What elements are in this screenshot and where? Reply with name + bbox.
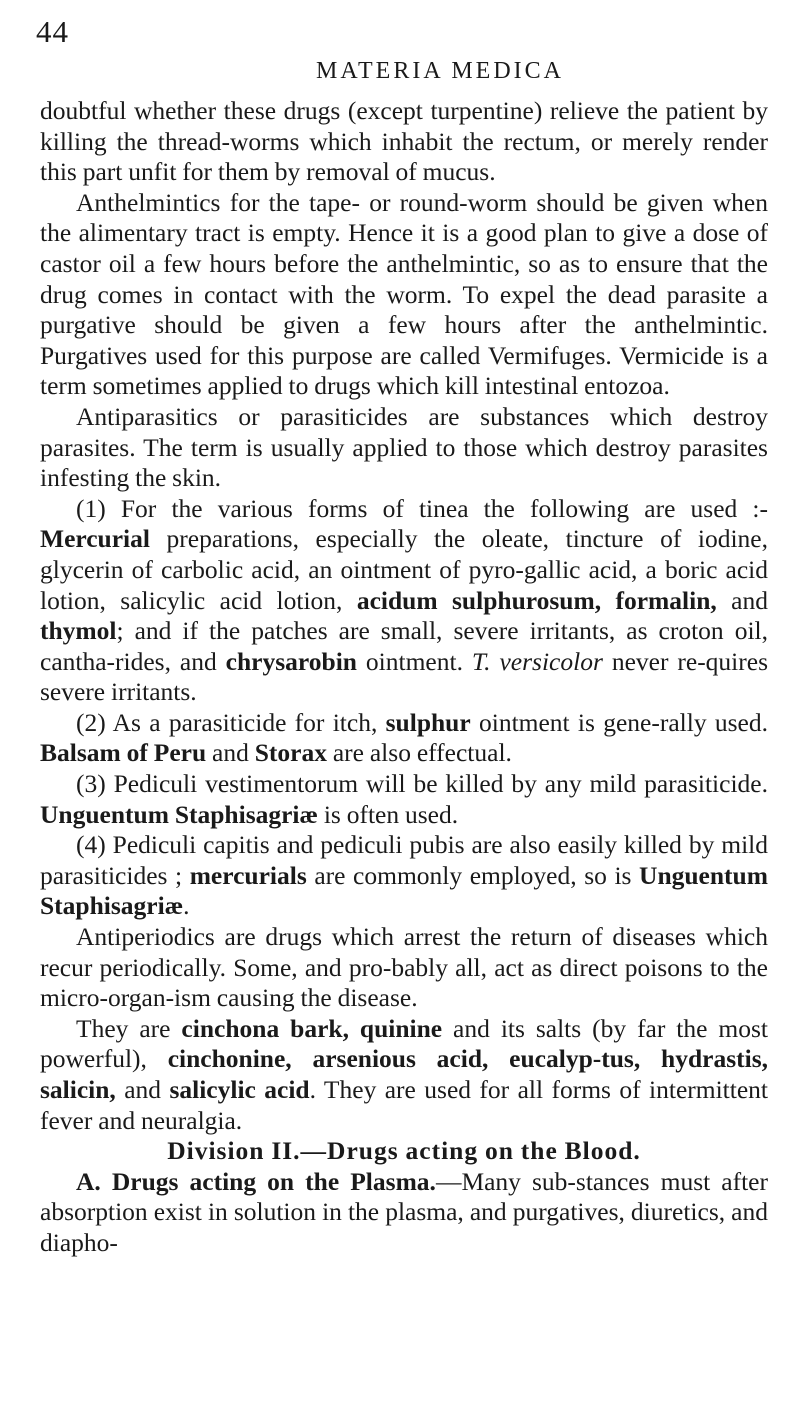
text-run: —Many sub-stances must after absorption exist in solution in the plasma, and purgatives, diuretics, and diapho- [40, 1166, 768, 1257]
text-run: and [716, 585, 768, 615]
text-run: is often used. [317, 799, 459, 829]
text-run: . [183, 891, 190, 921]
drug-name: sulphur [385, 707, 471, 737]
species-name: T. versicolor [471, 646, 603, 676]
drug-name: mercurials [189, 860, 307, 890]
paragraph-continuation: doubtful whether these drugs (except turpentine) relieve the patient by killing the thread-worms which inhabit the rectum, or merely render this part unfit for them by removal of mucus. [40, 96, 768, 187]
running-head: MATERIA MEDICA [316, 58, 565, 84]
drug-name: chrysarobin [225, 646, 357, 676]
drug-name: cinchonine, arsenious acid, eucalyp-tus, hydrastis, salicin, [40, 1044, 768, 1104]
paragraph-pediculi-vestimentorum [40, 769, 768, 830]
drug-name: Mercurial [40, 524, 150, 554]
text-run: are also effectual. [326, 738, 512, 768]
text-run: ointment. [356, 646, 472, 676]
text-run: and [115, 1075, 170, 1104]
paragraph-antiparasitics: Antiparasitics or parasiticides are substances which destroy parasites. The term is usually applied to those which destroy parasites infesting the skin. [40, 401, 768, 493]
paragraph-anthelmintics: Anthelmintics for the tape- or round-worm should be given when the alimentary tract is empty. Hence it is a good plan to give a dose of castor oil a few hours before the anthelmintic, so as to ensure that the drug comes in contact with the worm. To expel the dead parasite a purgative should be given a few hours after the anthelmintic. Purgatives used for this purpose are called Vermifuges. Vermicide is a term sometimes applied to drugs which kill intestinal entozoa. [40, 187, 768, 401]
text-run: and its salts (by far the most powerful), [40, 1013, 768, 1074]
text-run: preparations, especially the oleate, tincture of iodine, glycerin of carbolic acid, an ointment of pyro-gallic acid, a boric acid lotion, salicylic acid lotion, [40, 524, 768, 615]
division-heading: Division II.—Drugs acting on the Blood. [167, 1136, 641, 1166]
text-run: (3) Pediculi vestimentorum will be killed by any mild parasiticide. [76, 769, 768, 799]
text-run: never re-quires severe irritants. [40, 646, 769, 707]
page-number: 44 [36, 14, 69, 49]
text-run: ; and if the patches are small, severe irritants, as croton oil, cantha-rides, and [40, 616, 768, 676]
drug-name: thymol [40, 616, 117, 646]
drug-name: acidum sulphurosum, formalin, [356, 585, 717, 615]
paragraph-tinea [40, 494, 768, 708]
paragraph-antiperiodic-drugs [40, 1014, 768, 1136]
drug-name: salicylic acid [169, 1075, 310, 1104]
text-run: They are [76, 1013, 182, 1043]
page-body [40, 96, 768, 1259]
text-run: (2) As a parasiticide for itch, [76, 707, 386, 737]
subsection-heading: A. Drugs acting on the Plasma. [76, 1166, 436, 1196]
text-run: . They are used for all forms of intermittent fever and neuralgia. [40, 1075, 768, 1135]
drug-name: Unguentum Staphisagriæ [40, 799, 318, 829]
text-run: ointment is gene-rally used. [470, 707, 769, 737]
paragraph-pediculi-capitis [40, 830, 768, 922]
drug-name: Storax [254, 738, 327, 768]
text-run: (1) For the various forms of tinea the following are used :- [76, 493, 768, 523]
paragraph-plasma [40, 1167, 768, 1259]
paragraph-antiperiodics: Antiperiodics are drugs which arrest the return of diseases which recur periodically. Some, and pro-bably all, act as direct poisons to the micro-organ-ism causing the disease. [40, 922, 768, 1013]
text-run: and [206, 738, 255, 768]
paragraph-itch [40, 708, 768, 769]
text-run: (4) Pediculi capitis and pediculi pubis are also easily killed by mild parasiticides ; [40, 830, 768, 890]
text-run: are commonly employed, so is [306, 860, 640, 890]
drug-name: Unguentum Staphisagriæ [40, 860, 768, 921]
drug-name: Balsam of Peru [40, 738, 207, 768]
drug-name: cinchona bark, quinine [181, 1013, 443, 1043]
